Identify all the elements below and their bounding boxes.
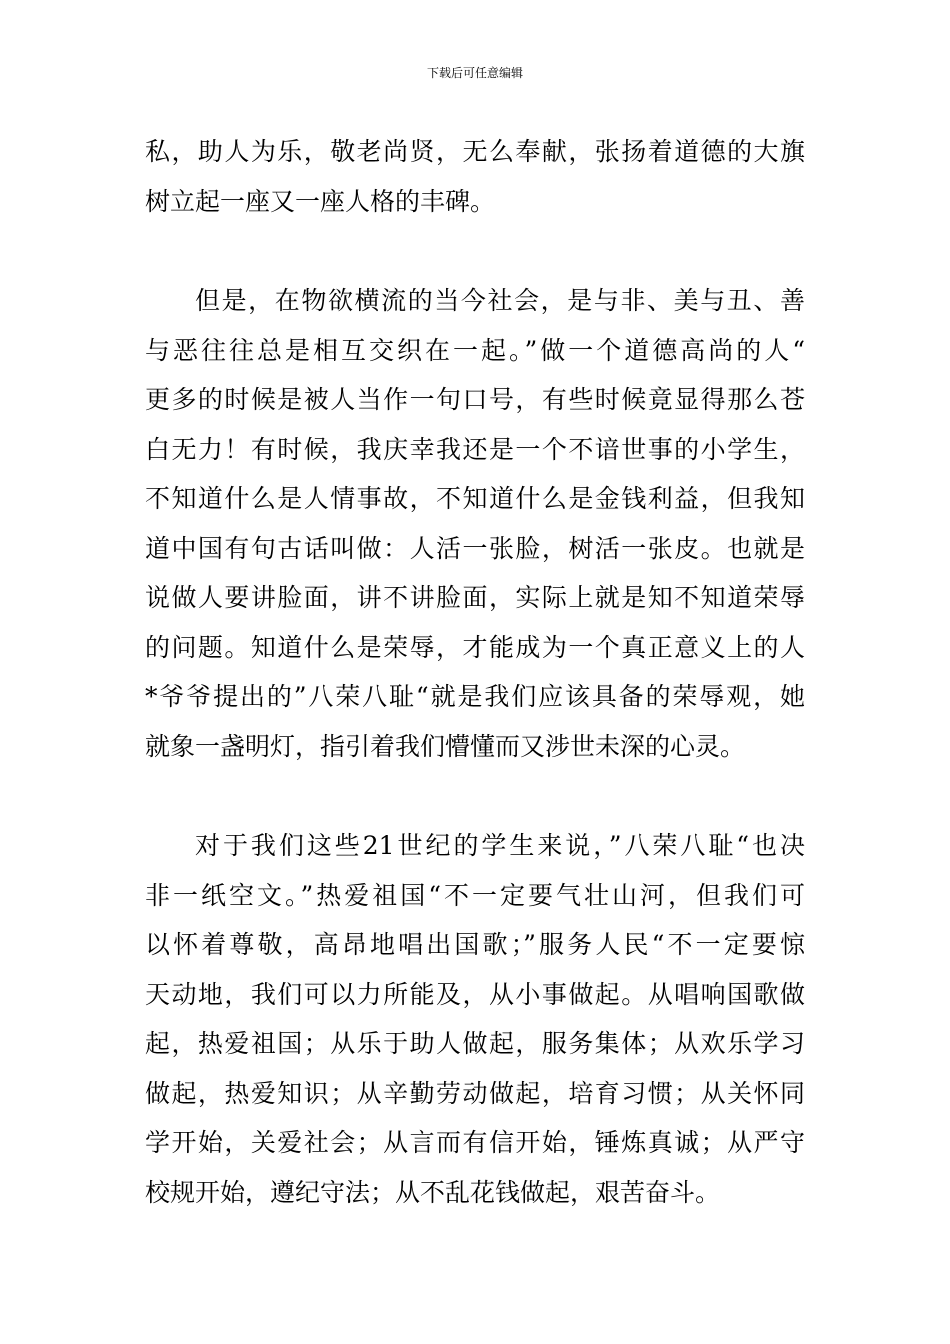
text-line: 更多的时候是被人当作一句口号，有些时候竟显得那么苍 (145, 385, 805, 414)
text-line: 做起，热爱知识；从辛勤劳动做起，培育习惯；从关怀同 (145, 1078, 805, 1108)
text-line: 的问题。知道什么是荣辱，才能成为一个真正意义上的人 (145, 632, 805, 662)
paragraph-gap (145, 226, 805, 276)
text-line: 对于我们这些21世纪的学生来说，”八荣八耻“也决 (195, 831, 805, 860)
paragraph-3 (145, 821, 805, 1217)
text-line: 天动地，我们可以力所能及，从小事做起。从唱响国歌做 (145, 979, 805, 1009)
text-line: 树立起一座又一座人格的丰碑。 (145, 186, 496, 216)
paragraph-gap (145, 771, 805, 821)
text-line: 起，热爱祖国；从乐于助人做起，服务集体；从欢乐学习 (145, 1029, 805, 1058)
text-line: 白无力！有时候，我庆幸我还是一个不谙世事的小学生， (145, 434, 805, 464)
text-line: *爷爷提出的”八荣八耻“就是我们应该具备的荣辱观，她 (145, 682, 805, 711)
text-line: 私，助人为乐，敬老尚贤，无么奉献，张扬着道德的大旗 (145, 137, 805, 166)
text-line: 非一纸空文。”热爱祖国“不一定要气壮山河，但我们可 (145, 880, 805, 910)
text-line: 但是，在物欲横流的当今社会，是与非、美与丑、善 (195, 286, 805, 315)
text-line: 不知道什么是人情事故，不知道什么是金钱利益，但我知 (145, 484, 805, 513)
page-header: 下载后可任意编辑 (426, 66, 523, 80)
text-line: 校规开始，遵纪守法；从不乱花钱做起，艰苦奋斗。 (145, 1177, 721, 1207)
text-line: 学开始，关爱社会；从言而有信开始，锤炼真诚；从严守 (145, 1128, 805, 1157)
text-line: 就象一盏明灯，指引着我们懵懂而又涉世未深的心灵。 (145, 731, 746, 761)
text-line: 与恶往往总是相互交织在一起。”做一个道德高尚的人“ (145, 335, 805, 365)
text-line: 以怀着尊敬，高昂地唱出国歌；”服务人民“不一定要惊 (145, 930, 805, 959)
document-body (145, 127, 805, 1217)
text-line: 道中国有句古话叫做：人活一张脸，树活一张皮。也就是 (145, 533, 805, 563)
paragraph-2 (145, 276, 805, 771)
text-line: 说做人要讲脸面，讲不讲脸面，实际上就是知不知道荣辱 (145, 583, 805, 612)
paragraph-1 (145, 127, 805, 226)
